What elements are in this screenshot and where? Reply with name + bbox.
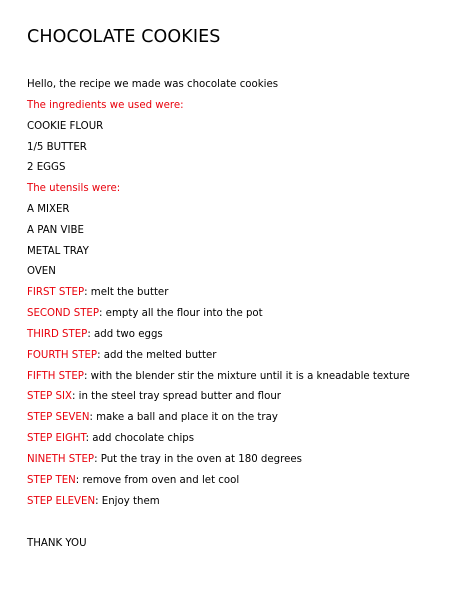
step-label: FIRST STEP [27, 287, 85, 298]
step-label: STEP ELEVEN [27, 496, 96, 507]
step-text: : Put the tray in the oven at 180 degrees [94, 454, 302, 465]
step-label: STEP SEVEN [27, 412, 90, 423]
step-text: : add chocolate chips [85, 433, 195, 444]
step-label: SECOND STEP [27, 308, 100, 319]
step-line [27, 433, 194, 444]
utensil-item: A PAN VIBE [27, 225, 84, 236]
document-title: CHOCOLATE COOKIES [27, 27, 221, 47]
step-text: : with the blender stir the mixture until it is a kneadable texture [83, 371, 410, 382]
step-text: : empty all the flour into the pot [99, 308, 263, 319]
step-text: : melt the butter [84, 287, 169, 298]
intro-text: Hello, the recipe we made was chocolate cookies [27, 79, 279, 90]
step-label: NINETH STEP [27, 454, 95, 465]
step-text: : add two eggs [87, 329, 163, 340]
step-text: : add the melted butter [97, 350, 217, 361]
utensil-item: METAL TRAY [27, 246, 89, 257]
step-line [27, 496, 160, 507]
step-line [27, 412, 278, 423]
step-label: THIRD STEP [27, 329, 88, 340]
step-line [27, 475, 239, 486]
step-label: STEP SIX [27, 391, 72, 402]
utensil-item: OVEN [27, 266, 56, 277]
step-line [27, 454, 302, 465]
closing-text: THANK YOU [27, 538, 87, 549]
step-text: : in the steel tray spread butter and flour [71, 391, 281, 402]
utensil-item: A MIXER [27, 204, 70, 215]
ingredient-item: COOKIE FLOUR [27, 121, 104, 132]
step-label: FOURTH STEP [27, 350, 98, 361]
utensils-heading: The utensils were: [27, 183, 121, 194]
step-label: FIFTH STEP [27, 371, 84, 382]
step-text: : make a ball and place it on the tray [89, 412, 278, 423]
step-line [27, 350, 216, 361]
ingredients-heading: The ingredients we used were: [27, 100, 184, 111]
step-line [27, 308, 263, 319]
ingredient-item: 1/5 BUTTER [27, 142, 87, 153]
step-line [27, 371, 410, 382]
step-label: STEP TEN [27, 475, 76, 486]
step-line [27, 287, 168, 298]
step-line [27, 329, 163, 340]
step-text: : Enjoy them [95, 496, 160, 507]
step-line [27, 391, 281, 402]
ingredient-item: 2 EGGS [27, 162, 66, 173]
step-text: : remove from oven and let cool [75, 475, 240, 486]
step-label: STEP EIGHT [27, 433, 86, 444]
